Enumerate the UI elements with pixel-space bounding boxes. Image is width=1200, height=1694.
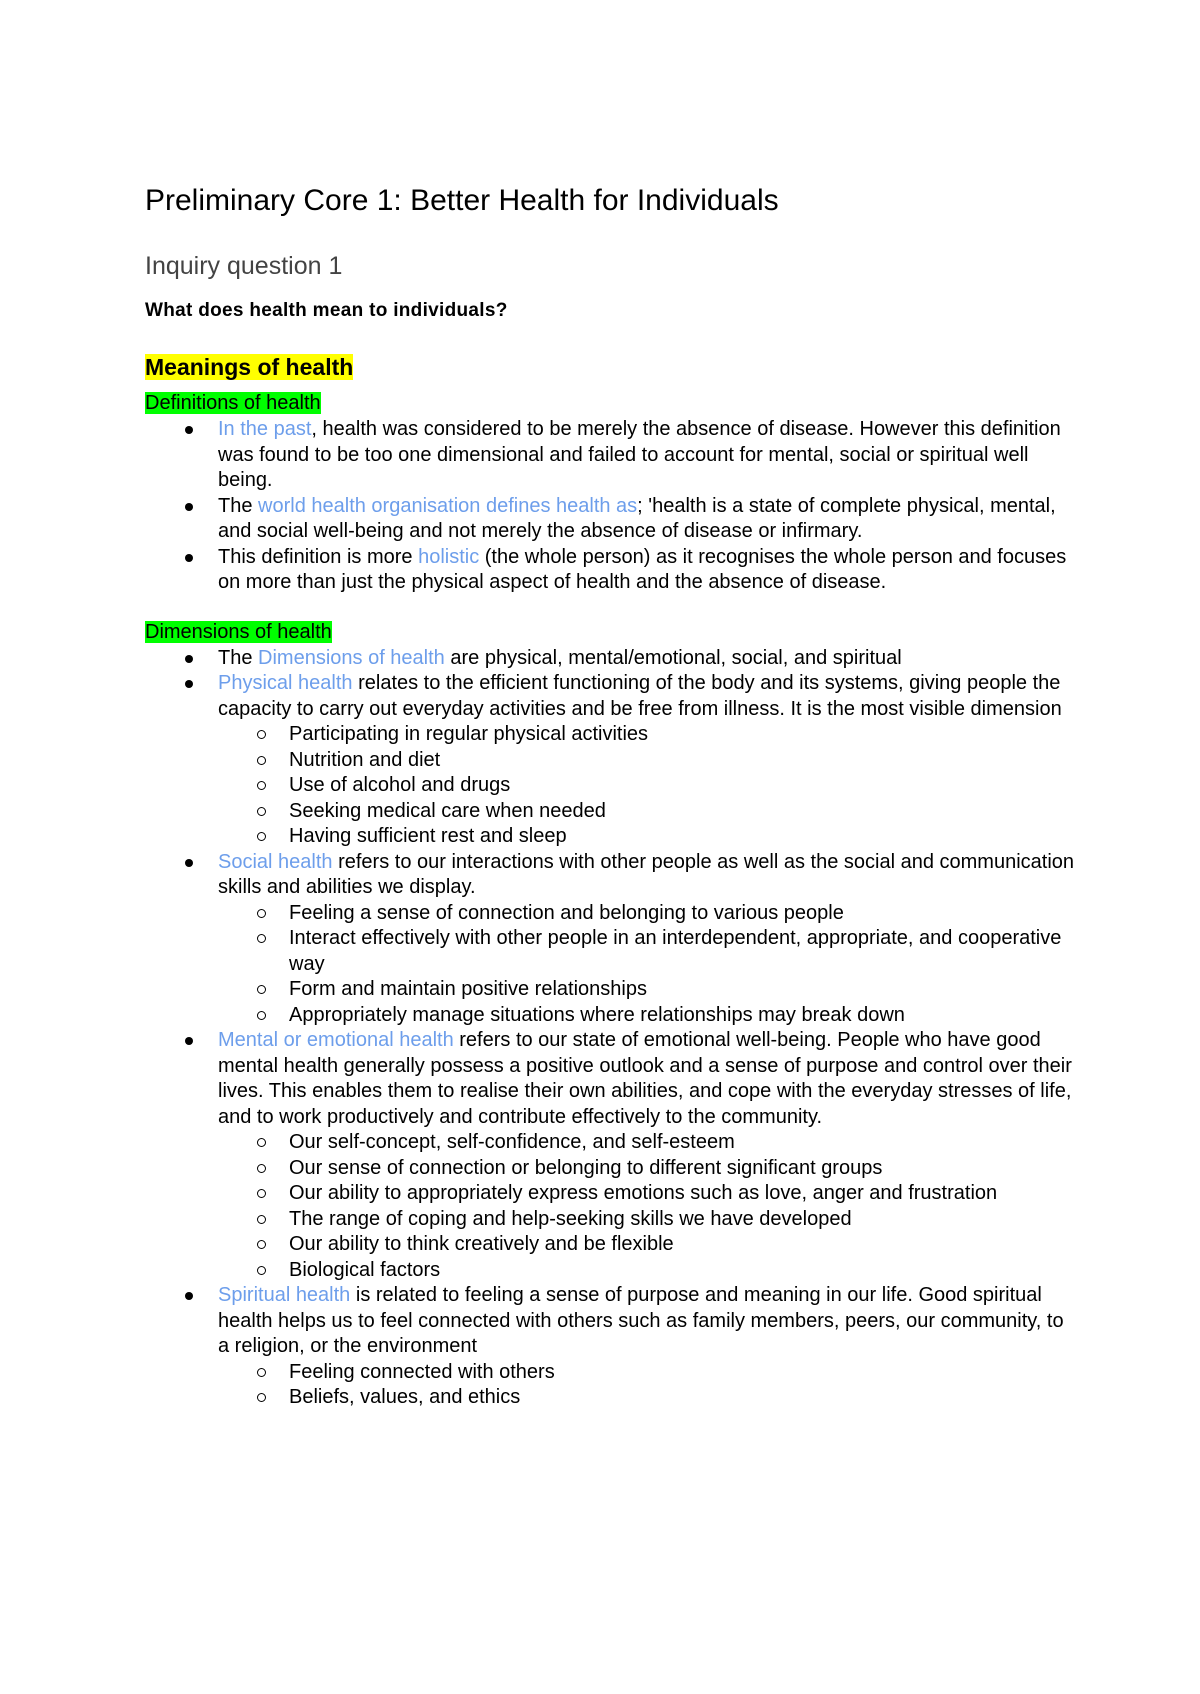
spiritual-sublist bbox=[217, 1360, 1075, 1411]
sub-list-item bbox=[217, 1232, 1075, 1258]
keyword: Social health bbox=[218, 850, 333, 873]
inquiry-question: What does health mean to individuals? bbox=[145, 300, 508, 321]
circle-bullet-icon bbox=[257, 1240, 266, 1249]
sub-item-text: Nutrition and diet bbox=[289, 748, 441, 771]
list-item bbox=[145, 417, 1075, 494]
item-text: is related to feeling a sense of purpose and meaning in our life. Good spiritual health helps us to feel connected with others such as family members, peers, our community, to a religion, or the environment bbox=[218, 1284, 1064, 1357]
sub-list-item bbox=[217, 1258, 1075, 1284]
social-sublist bbox=[217, 901, 1075, 1029]
dimensions-heading-text: Dimensions of health bbox=[145, 620, 332, 643]
list-item-mental bbox=[145, 1028, 1075, 1283]
list-item bbox=[145, 646, 1075, 672]
sub-item-text: Use of alcohol and drugs bbox=[289, 774, 511, 796]
sub-list-item bbox=[217, 799, 1075, 825]
list-item bbox=[145, 545, 1075, 596]
keyword: Mental or emotional health bbox=[218, 1029, 454, 1051]
item-prefix: The bbox=[218, 646, 259, 669]
circle-bullet-icon bbox=[257, 1189, 266, 1198]
sub-list-item bbox=[217, 1385, 1075, 1411]
sub-item-text: Our ability to think creatively and be flexible bbox=[289, 1233, 674, 1255]
sub-list-item bbox=[217, 977, 1075, 1003]
bullet-icon bbox=[185, 554, 193, 562]
sub-item-text: Our sense of connection or belonging to different significant groups bbox=[289, 1156, 883, 1179]
circle-bullet-icon bbox=[257, 1138, 266, 1147]
definitions-list bbox=[145, 417, 1075, 596]
definitions-heading bbox=[145, 389, 1075, 417]
bullet-icon bbox=[185, 680, 193, 688]
sub-list-item bbox=[217, 1207, 1075, 1233]
sub-item-text: Biological factors bbox=[289, 1258, 441, 1281]
sub-list-item bbox=[217, 1181, 1075, 1207]
physical-sublist bbox=[217, 722, 1075, 850]
sub-list-item bbox=[217, 1003, 1075, 1029]
circle-bullet-icon bbox=[257, 1266, 266, 1275]
bullet-icon bbox=[185, 1292, 193, 1300]
sub-list-item bbox=[217, 1360, 1075, 1386]
list-item-spiritual bbox=[145, 1283, 1075, 1411]
circle-bullet-icon bbox=[257, 781, 266, 790]
sub-item-text: Feeling a sense of connection and belonging to various people bbox=[289, 901, 844, 924]
bullet-icon bbox=[185, 859, 193, 867]
sub-item-text: Participating in regular physical activities bbox=[289, 723, 649, 745]
document-content bbox=[145, 179, 1075, 1411]
keyword: In the past bbox=[218, 418, 312, 440]
section-heading bbox=[145, 351, 1075, 383]
sub-item-text: Form and maintain positive relationships bbox=[289, 978, 647, 1000]
sub-item-text: Appropriately manage situations where relationships may break down bbox=[289, 1003, 905, 1026]
mental-sublist bbox=[217, 1130, 1075, 1283]
item-text: , health was considered to be merely the absence of disease. However this definition was found to be too one dimensional and failed to account for mental, social or spiritual well being. bbox=[218, 418, 1061, 491]
document-subtitle: Inquiry question 1 bbox=[145, 252, 343, 280]
circle-bullet-icon bbox=[257, 730, 266, 739]
bullet-icon bbox=[185, 655, 193, 663]
sub-item-text: Our self-concept, self-confidence, and self-esteem bbox=[289, 1131, 735, 1153]
item-text: refers to our interactions with other people as well as the social and communication skills and abilities we display. bbox=[218, 850, 1075, 898]
dimensions-list bbox=[145, 646, 1075, 1411]
sub-item-text: Our ability to appropriately express emotions such as love, anger and frustration bbox=[289, 1182, 998, 1204]
bullet-icon bbox=[185, 503, 193, 511]
sub-item-text: Feeling connected with others bbox=[289, 1360, 555, 1383]
sub-item-text: Having sufficient rest and sleep bbox=[289, 825, 567, 847]
keyword: Physical health bbox=[218, 672, 353, 694]
sub-item-text: Interact effectively with other people in an interdependent, appropriate, and cooperative way bbox=[289, 927, 1062, 975]
dimensions-heading bbox=[145, 618, 1075, 646]
keyword: world health organisation defines health as bbox=[258, 494, 638, 517]
keyword: holistic bbox=[418, 545, 480, 568]
sub-list-item bbox=[217, 901, 1075, 927]
section-heading-text: Meanings of health bbox=[145, 354, 354, 380]
sub-list-item bbox=[217, 926, 1075, 977]
keyword: Dimensions of health bbox=[258, 646, 445, 669]
keyword: Spiritual health bbox=[218, 1284, 351, 1306]
item-text: relates to the efficient functioning of the body and its systems, giving people the capacity to carry out everyday activities and be free from illness. It is the most visible dimension bbox=[218, 672, 1062, 720]
item-text: refers to our state of emotional well-being. People who have good mental health generally possess a positive outlook and a sense of purpose and control over their lives. This enables them to realise their own abilities, and cope with the everyday stresses of life, and to work productively and contribute effectively to the community. bbox=[218, 1029, 1072, 1128]
item-text: are physical, mental/emotional, social, and spiritual bbox=[444, 646, 902, 669]
list-item-physical bbox=[145, 671, 1075, 850]
item-text: (the whole person) as it recognises the whole person and focuses on more than just the physical aspect of health and the absence of disease. bbox=[218, 545, 1067, 593]
sub-list-item bbox=[217, 748, 1075, 774]
definitions-heading-text: Definitions of health bbox=[145, 392, 321, 414]
circle-bullet-icon bbox=[257, 909, 266, 918]
sub-list-item bbox=[217, 1156, 1075, 1182]
sub-list-item bbox=[217, 824, 1075, 850]
bullet-icon bbox=[185, 426, 193, 434]
circle-bullet-icon bbox=[257, 807, 266, 816]
item-prefix: The bbox=[218, 494, 259, 517]
bullet-icon bbox=[185, 1037, 193, 1045]
circle-bullet-icon bbox=[257, 1368, 266, 1377]
sub-list-item bbox=[217, 722, 1075, 748]
circle-bullet-icon bbox=[257, 1393, 266, 1402]
list-item bbox=[145, 494, 1075, 545]
sub-item-text: Seeking medical care when needed bbox=[289, 799, 606, 822]
circle-bullet-icon bbox=[257, 832, 266, 841]
sub-list-item bbox=[217, 773, 1075, 799]
circle-bullet-icon bbox=[257, 1215, 266, 1224]
circle-bullet-icon bbox=[257, 934, 266, 943]
sub-list-item bbox=[217, 1130, 1075, 1156]
circle-bullet-icon bbox=[257, 1164, 266, 1173]
circle-bullet-icon bbox=[257, 985, 266, 994]
item-text: ; 'health is a state of complete physical, mental, and social well-being and not merely the absence of disease or infirmary. bbox=[218, 494, 1056, 542]
sub-item-text: Beliefs, values, and ethics bbox=[289, 1386, 521, 1408]
sub-item-text: The range of coping and help-seeking skills we have developed bbox=[289, 1207, 852, 1230]
list-item-social bbox=[145, 850, 1075, 1029]
document-title: Preliminary Core 1: Better Health for Individuals bbox=[145, 184, 779, 217]
item-prefix: This definition is more bbox=[218, 545, 419, 568]
circle-bullet-icon bbox=[257, 1011, 266, 1020]
circle-bullet-icon bbox=[257, 756, 266, 765]
